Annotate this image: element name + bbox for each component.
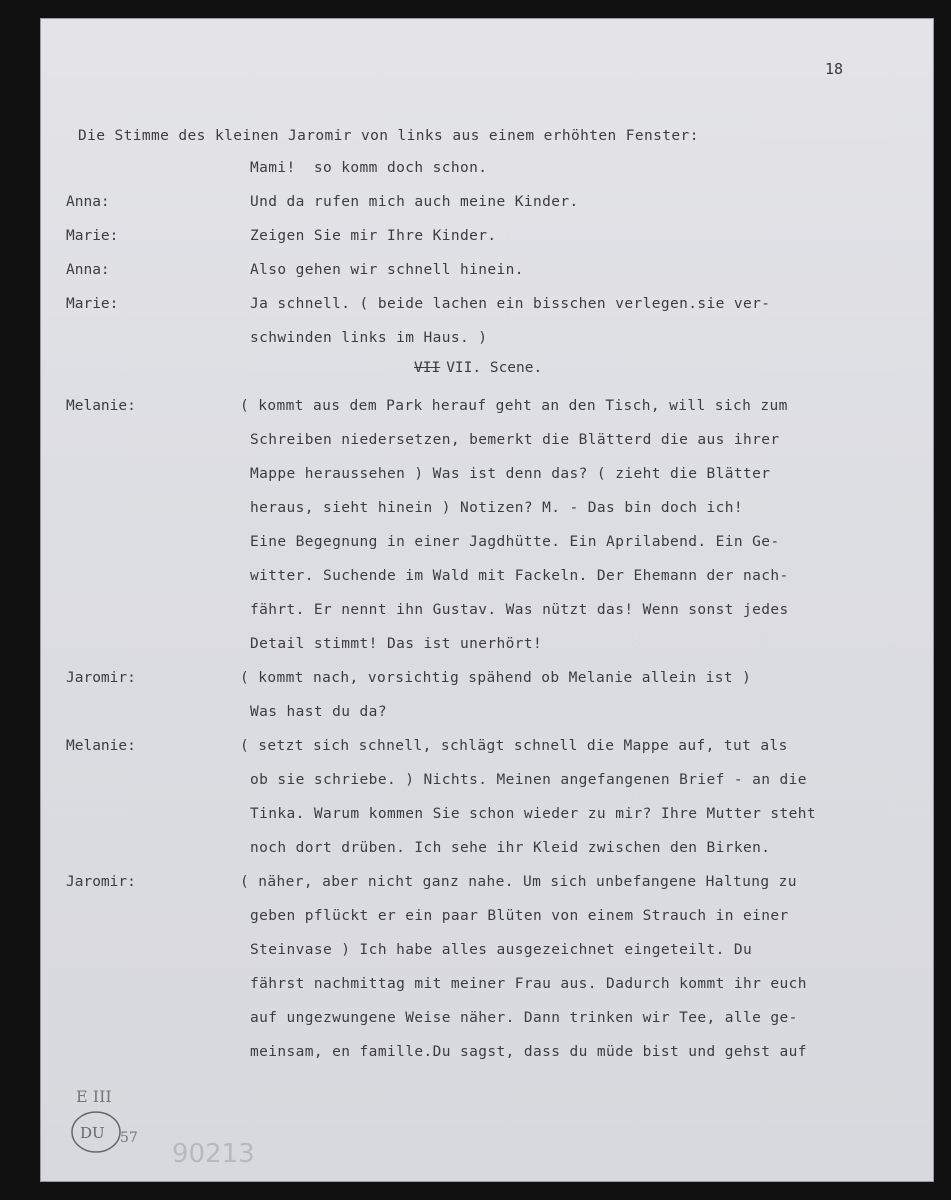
- archive-stamp-marks: [60, 1080, 320, 1190]
- archive-mark-top: E III: [76, 1087, 112, 1106]
- dialogue-line: Mami! so komm doch schon.: [250, 160, 488, 176]
- page-number: 18: [825, 60, 844, 78]
- speaker-label: Anna:: [66, 194, 110, 210]
- speaker-label: Melanie:: [66, 398, 136, 414]
- typescript-page: [40, 18, 934, 1182]
- speaker-label: Anna:: [66, 262, 110, 278]
- dialogue-line: meinsam, en famille.Du sagst, dass du müde bist und gehst auf: [250, 1044, 807, 1060]
- dialogue-line: geben pflückt er ein paar Blüten von einem Strauch in einer: [250, 908, 789, 924]
- dialogue-line: ( kommt aus dem Park herauf geht an den Tisch, will sich zum: [240, 398, 788, 414]
- dialogue-line: Steinvase ) Ich habe alles ausgezeichnet eingeteilt. Du: [250, 942, 753, 958]
- dialogue-line: ( setzt sich schnell, schlägt schnell die Mappe auf, tut als: [240, 738, 788, 754]
- dialogue-line: ob sie schriebe. ) Nichts. Meinen angefangenen Brief - an die: [250, 772, 807, 788]
- dialogue-line: noch dort drüben. Ich sehe ihr Kleid zwischen den Birken.: [250, 840, 771, 856]
- speaker-label: Marie:: [66, 296, 119, 312]
- dialogue-line: Also gehen wir schnell hinein.: [250, 262, 524, 278]
- dialogue-line: ( näher, aber nicht ganz nahe. Um sich unbefangene Haltung zu: [240, 874, 797, 890]
- scene-heading: [414, 360, 542, 376]
- dialogue-line: Schreiben niedersetzen, bemerkt die Blätterd die aus ihrer: [250, 432, 780, 448]
- speaker-label: Jaromir:: [66, 874, 136, 890]
- dialogue-line: Und da rufen mich auch meine Kinder.: [250, 194, 579, 210]
- speaker-label: Jaromir:: [66, 670, 136, 686]
- dialogue-line: Mappe heraussehen ) Was ist denn das? ( zieht die Blätter: [250, 466, 771, 482]
- scene-heading-text: VII. Scene.: [446, 360, 543, 376]
- stage-direction-intro: Die Stimme des kleinen Jaromir von links aus einem erhöhten Fenster:: [78, 128, 699, 144]
- dialogue-line: Tinka. Warum kommen Sie schon wieder zu mir? Ihre Mutter steht: [250, 806, 817, 822]
- dialogue-line: ( kommt nach, vorsichtig spähend ob Melanie allein ist ): [240, 670, 752, 686]
- dialogue-line: auf ungezwungene Weise näher. Dann trinken wir Tee, alle ge-: [250, 1010, 798, 1026]
- dialogue-line: Ja schnell. ( beide lachen ein bisschen verlegen.sie ver-: [250, 296, 771, 312]
- dialogue-line: schwinden links im Haus. ): [250, 330, 488, 346]
- dialogue-line: fährst nachmittag mit meiner Frau aus. Dadurch kommt ihr euch: [250, 976, 807, 992]
- dialogue-line: heraus, sieht hinein ) Notizen? M. - Das bin doch ich!: [250, 500, 744, 516]
- dialogue-line: fährt. Er nennt ihn Gustav. Was nützt das! Wenn sonst jedes: [250, 602, 789, 618]
- struck-heading: VII: [414, 360, 441, 376]
- speaker-label: Marie:: [66, 228, 119, 244]
- archive-mark-circle: DU: [80, 1124, 105, 1142]
- dialogue-line: Detail stimmt! Das ist unerhört!: [250, 636, 543, 652]
- dialogue-line: Eine Begegnung in einer Jagdhütte. Ein Aprilabend. Ein Ge-: [250, 534, 780, 550]
- archive-mark-pencil: 90213: [172, 1139, 255, 1169]
- dialogue-line: Zeigen Sie mir Ihre Kinder.: [250, 228, 497, 244]
- dialogue-line: Was hast du da?: [250, 704, 387, 720]
- dialogue-line: witter. Suchende im Wald mit Fackeln. Der Ehemann der nach-: [250, 568, 789, 584]
- speaker-label: Melanie:: [66, 738, 136, 754]
- archive-mark-number: 57: [120, 1130, 138, 1146]
